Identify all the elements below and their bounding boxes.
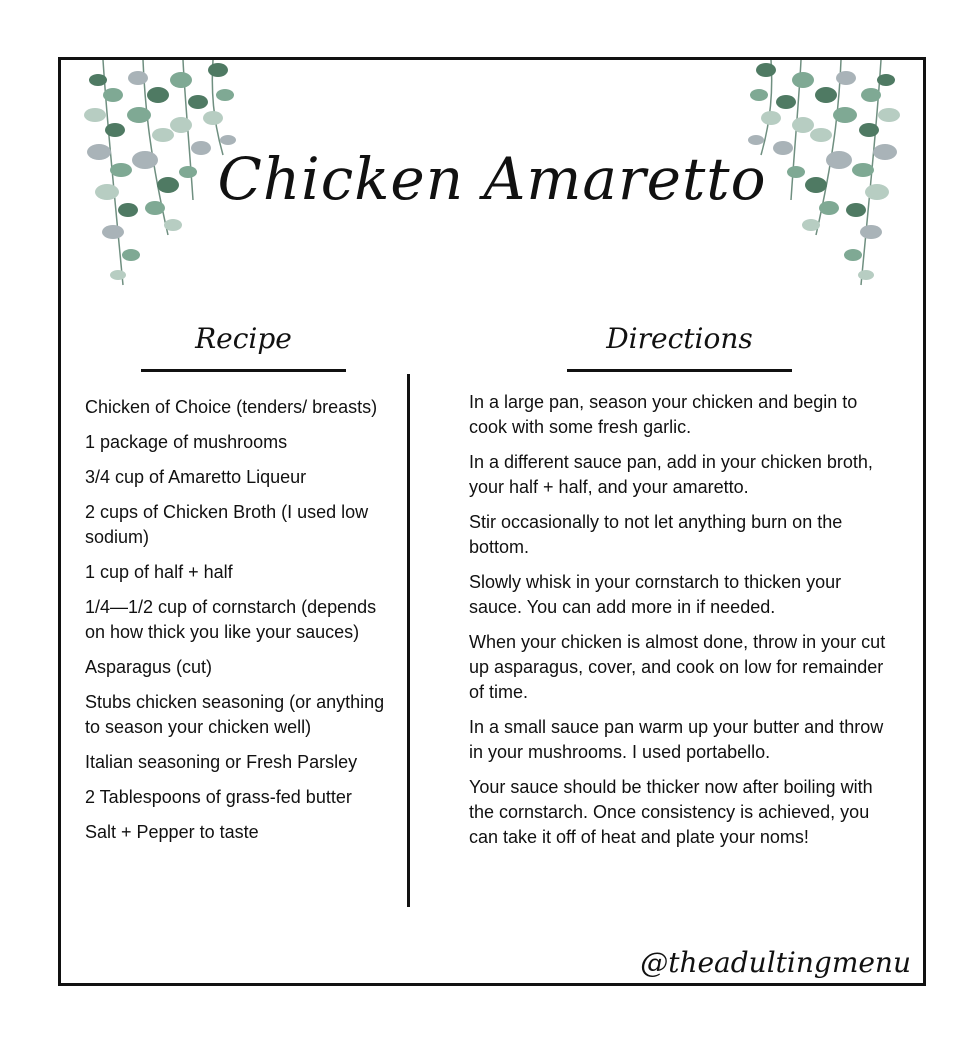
recipe-heading: Recipe	[195, 322, 292, 355]
direction-step: Stir occasionally to not let anything burn on the bottom.	[469, 512, 843, 557]
ingredient-item: 1 cup of half + half	[85, 562, 233, 582]
recipe-card	[58, 57, 926, 986]
directions-heading: Directions	[606, 322, 753, 355]
ingredient-item: Salt + Pepper to taste	[85, 822, 259, 842]
directions-list	[469, 390, 899, 860]
recipe-heading-underline	[141, 369, 346, 372]
social-handle: @theadultingmenu	[640, 946, 911, 979]
page-title: Chicken Amaretto	[217, 145, 767, 213]
ingredient-item: Asparagus (cut)	[85, 657, 213, 677]
direction-step: Slowly whisk in your cornstarch to thicken your sauce. You can add more in if needed.	[469, 572, 842, 617]
ingredient-item: 1/4—1/2 cup of cornstarch (depends on how thick you like your sauces)	[85, 597, 377, 642]
direction-step: In a different sauce pan, add in your chicken broth, your half + half, and your amaretto.	[469, 452, 873, 497]
ingredient-item: 2 cups of Chicken Broth (I used low sodium)	[85, 502, 369, 547]
ingredient-item: 1 package of mushrooms	[85, 432, 288, 452]
ingredient-item: 2 Tablespoons of grass-fed butter	[85, 787, 352, 807]
directions-heading-underline	[567, 369, 792, 372]
ingredient-list	[85, 395, 385, 855]
ingredient-item: 3/4 cup of Amaretto Liqueur	[85, 467, 307, 487]
ingredient-item: Chicken of Choice (tenders/ breasts)	[85, 397, 378, 417]
column-divider	[407, 374, 410, 907]
direction-step: In a large pan, season your chicken and begin to cook with some fresh garlic.	[469, 392, 858, 437]
direction-step: In a small sauce pan warm up your butter and throw in your mushrooms. I used portabello.	[469, 717, 884, 762]
direction-step: When your chicken is almost done, throw in your cut up asparagus, cover, and cook on low for remainder of time.	[469, 632, 886, 702]
ingredient-item: Italian seasoning or Fresh Parsley	[85, 752, 358, 772]
direction-step: Your sauce should be thicker now after boiling with the cornstarch. Once consistency is achieved, you can take it off of heat and plate your noms!	[469, 777, 873, 847]
ingredient-item: Stubs chicken seasoning (or anything to season your chicken well)	[85, 692, 385, 737]
